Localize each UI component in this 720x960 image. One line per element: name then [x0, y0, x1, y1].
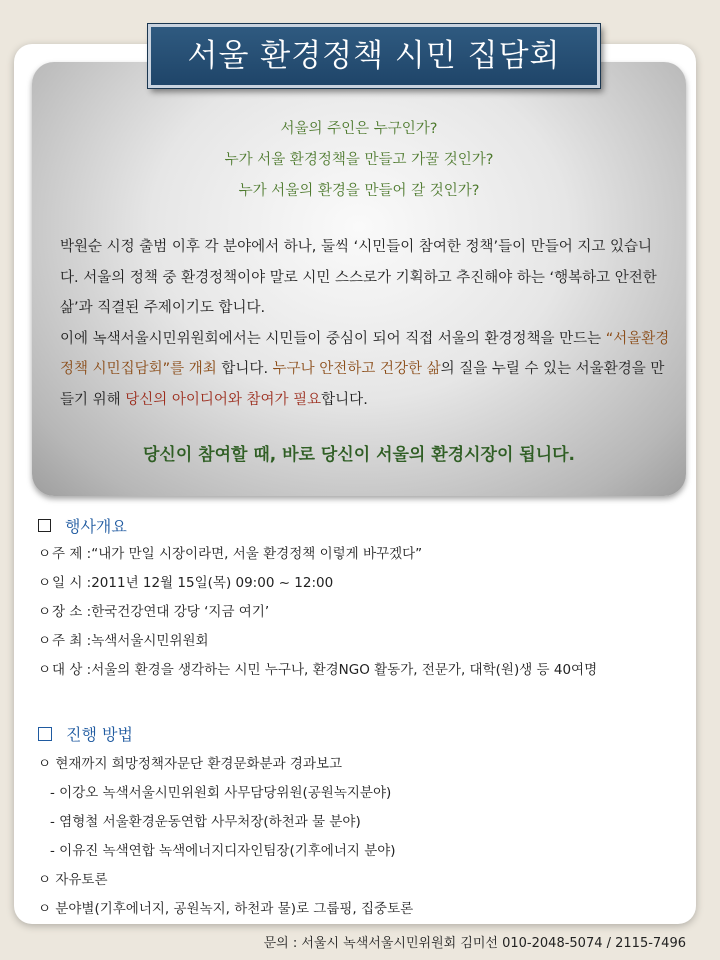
bullet-icon: ㅇ	[38, 546, 52, 562]
overview-row-topic	[38, 540, 597, 569]
participation-highlight: 당신의 아이디어와 참여가 필요	[125, 391, 322, 408]
slogan: 당신이 참여할 때, 바로 당신이 서울의 환경시장이 됩니다.	[142, 445, 576, 465]
row-label: 일 시 :	[52, 575, 92, 591]
bullet-icon: ㅇ	[38, 575, 52, 591]
checkbox-icon	[38, 727, 52, 741]
intro-text-segment: 합니다.	[216, 361, 273, 377]
question-list	[32, 114, 686, 207]
intro-text-segment: 의 질을 누릴 수 있는 서울환경을 만들기 위해	[60, 361, 665, 408]
overview-row-host	[38, 627, 597, 656]
row-value: 서울의 환경을 생각하는 시민 누구나, 환경NGO 활동가, 전문가, 대학(원)생 등 40여명	[91, 662, 598, 678]
process-item-grouping: ㅇ 분야별(기후에너지, 공원녹지, 하천과 물)로 그룹핑, 집중토론	[38, 901, 414, 917]
process-subitem-presenter-3: - 이유진 녹색연합 녹색에너지디자인팀장(기후에너지 분야)	[50, 843, 396, 859]
question-2: 누가 서울 환경정책을 만들고 가꿀 것인가?	[224, 152, 494, 168]
overview-row-place	[38, 598, 597, 627]
bullet-icon: ㅇ	[38, 604, 52, 620]
safe-life-highlight: 누구나 안전하고 건강한 삶	[272, 361, 441, 377]
overview-row-date	[38, 569, 597, 598]
row-label: 주 최 :	[52, 633, 92, 649]
overview-heading-label: 행사개요	[65, 517, 127, 536]
process-item-report: ㅇ 현재까지 희망정책자문단 환경문화분과 경과보고	[38, 756, 343, 772]
row-label: 장 소 :	[52, 604, 92, 620]
event-highlight: “서울환경정책 시민집담회”를 개최	[60, 330, 670, 377]
row-label: 주 제 :	[52, 546, 92, 562]
checkbox-icon	[38, 519, 51, 532]
intro-paragraph-2	[60, 324, 670, 416]
intro-paragraph-1: 박원순 시정 출범 이후 각 분야에서 하나, 둘씩 ‘시민들이 참여한 정책’들이 만들어 지고 있습니다. 서울의 정책 중 환경정책이야 말로 시민 스스로가 기획하고 추진해야 하는 ‘행복하고 안전한 삶’과 직결된 주제이기도 합니다.	[60, 239, 657, 316]
question-1: 서울의 주인은 누구인가?	[280, 121, 438, 137]
row-value: 한국건강연대 강당 ‘지금 여기’	[91, 604, 270, 620]
bullet-icon: ㅇ	[38, 633, 52, 649]
process-subitem-presenter-1: - 이강오 녹색서울시민위원회 사무담당위원(공원녹지분야)	[50, 785, 392, 801]
row-value: 2011년 12월 15일(목) 09:00 ~ 12:00	[91, 575, 334, 591]
process-subitem-presenter-2: - 염형철 서울환경운동연합 사무처장(하천과 물 분야)	[50, 814, 361, 830]
row-value: 녹색서울시민위원회	[91, 633, 209, 649]
process-item-discussion: ㅇ 자유토론	[38, 872, 108, 888]
row-label: 대 상 :	[52, 662, 92, 678]
process-heading-label: 진행 방법	[66, 725, 133, 744]
intro-text	[60, 232, 670, 415]
intro-text-segment: 이에 녹색서울시민위원회에서는 시민들이 중심이 되어 직접 서울의 환경정책을 만드는	[60, 330, 606, 347]
row-value: “내가 만일 시장이라면, 서울 환경정책 이렇게 바꾸겠다”	[91, 546, 423, 562]
page-title: 서울 환경정책 시민 집담회	[148, 24, 600, 88]
question-3: 누가 서울의 환경을 만들어 갈 것인가?	[238, 183, 480, 199]
process-heading	[38, 722, 133, 745]
intro-panel	[32, 62, 686, 496]
overview-list	[38, 540, 597, 685]
bullet-icon: ㅇ	[38, 662, 52, 678]
contact-footer: 문의 : 서울시 녹색서울시민위원회 김미선 010-2048-5074 / 2115-7496	[263, 936, 686, 951]
intro-text-segment: 합니다.	[321, 391, 368, 408]
process-list	[38, 750, 413, 924]
overview-heading	[38, 514, 127, 537]
overview-row-target	[38, 656, 597, 685]
